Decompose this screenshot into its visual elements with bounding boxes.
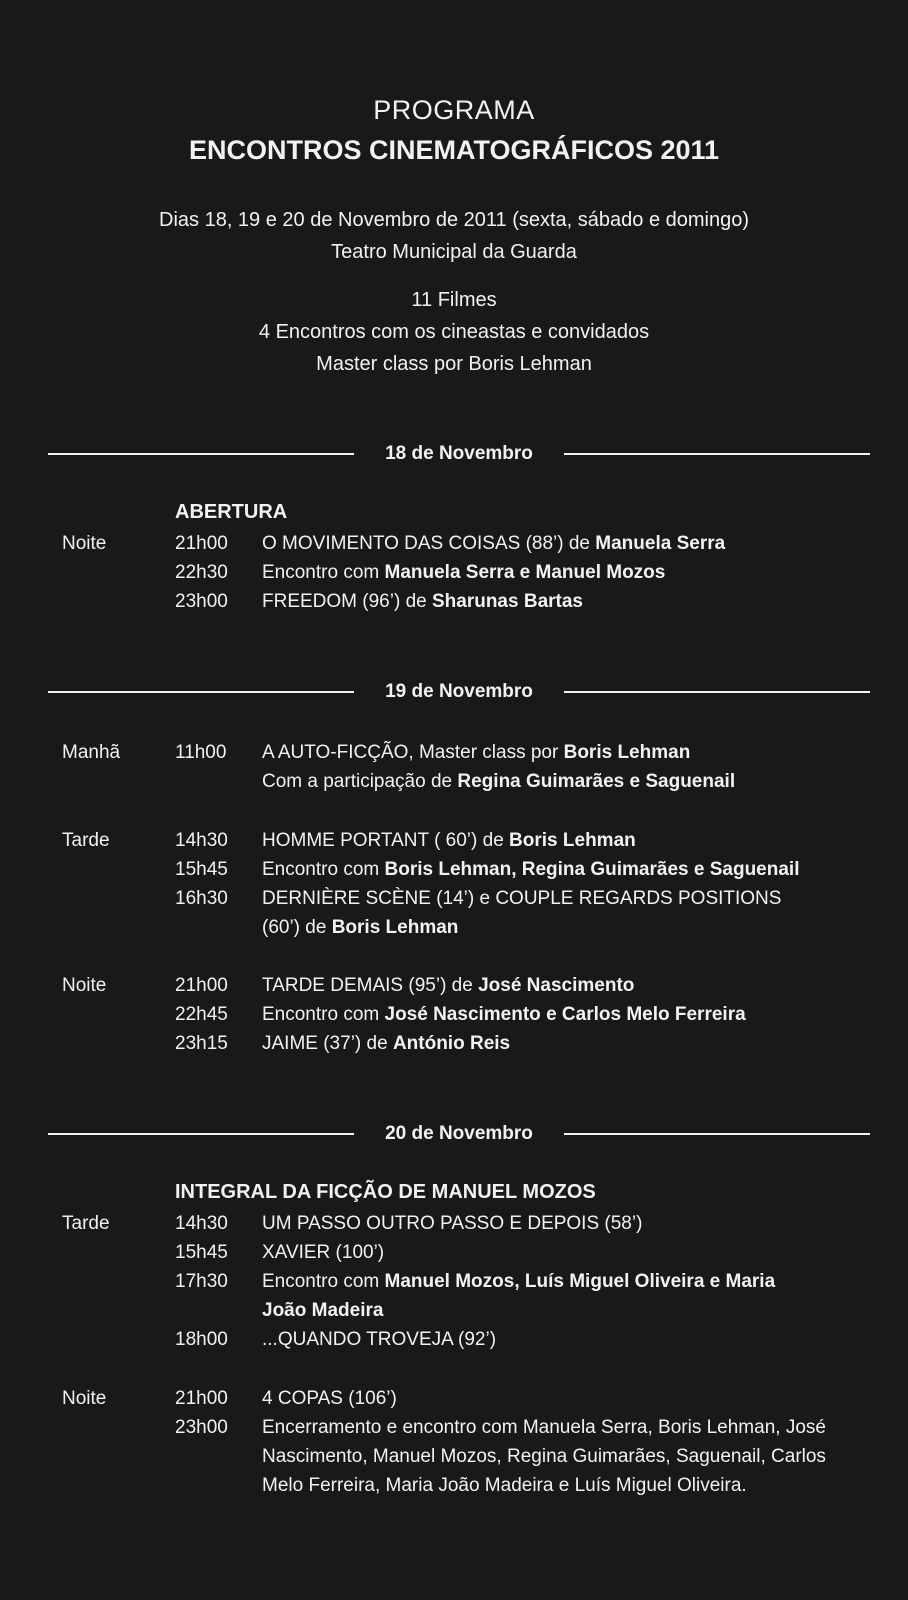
day-divider-18 xyxy=(48,442,870,466)
program-label: PROGRAMA xyxy=(373,95,535,125)
time: 23h15 xyxy=(175,1033,228,1054)
event-desc: O MOVIMENTO DAS COISAS (88’) de Manuela Serra xyxy=(262,533,726,554)
time: 15h45 xyxy=(175,859,228,880)
event-desc: FREEDOM (96’) de Sharunas Bartas xyxy=(262,591,583,612)
event-desc: Encontro com Manuela Serra e Manuel Mozos xyxy=(262,562,666,583)
period-label: Noite xyxy=(62,533,107,554)
event-desc: HOMME PORTANT ( 60’) de Boris Lehman xyxy=(262,830,636,851)
schedule-row xyxy=(0,884,908,913)
event-info xyxy=(0,204,908,268)
day3-afternoon xyxy=(0,1209,908,1354)
event-desc: Encontro com Boris Lehman, Regina Guimarães e Saguenail xyxy=(262,859,800,880)
event-desc: Melo Ferreira, Maria João Madeira e Luís Miguel Oliveira. xyxy=(262,1475,747,1496)
schedule-row xyxy=(0,1296,908,1325)
time: 21h00 xyxy=(175,533,228,554)
period-label: Tarde xyxy=(62,830,110,851)
schedule-row xyxy=(0,767,908,796)
event-desc: Encontro com José Nascimento e Carlos Melo Ferreira xyxy=(262,1004,746,1025)
event-desc: (60’) de Boris Lehman xyxy=(262,917,459,938)
event-desc: XAVIER (100’) xyxy=(262,1242,385,1263)
day1-schedule xyxy=(0,529,908,616)
divider-line xyxy=(564,1133,870,1135)
schedule-row xyxy=(0,1413,908,1442)
schedule-row xyxy=(0,1000,908,1029)
time: 23h00 xyxy=(175,591,228,612)
section-title-integral: INTEGRAL DA FICÇÃO DE MANUEL MOZOS xyxy=(175,1181,596,1203)
time: 11h00 xyxy=(175,742,227,763)
event-desc: Nascimento, Manuel Mozos, Regina Guimarães, Saguenail, Carlos xyxy=(262,1446,826,1467)
day-divider-19 xyxy=(48,680,870,704)
schedule-row xyxy=(0,913,908,942)
day3-night xyxy=(0,1384,908,1500)
time: 14h30 xyxy=(175,1213,228,1234)
event-desc: JAIME (37’) de António Reis xyxy=(262,1033,511,1054)
schedule-row xyxy=(0,587,908,616)
time: 17h30 xyxy=(175,1271,228,1292)
event-desc: Encontro com Manuel Mozos, Luís Miguel Oliveira e Maria xyxy=(262,1271,776,1292)
masterclass-info: Master class por Boris Lehman xyxy=(316,353,592,375)
time: 21h00 xyxy=(175,975,228,996)
time: 22h45 xyxy=(175,1004,228,1025)
period-label: Noite xyxy=(62,1388,107,1409)
day-divider-20 xyxy=(48,1122,870,1146)
day-label: 20 de Novembro xyxy=(385,1123,533,1144)
event-desc: João Madeira xyxy=(262,1300,384,1321)
schedule-row xyxy=(0,1029,908,1058)
schedule-row xyxy=(0,1267,908,1296)
event-desc: Encerramento e encontro com Manuela Serra, Boris Lehman, José xyxy=(262,1417,826,1438)
period-label: Tarde xyxy=(62,1213,110,1234)
event-desc: A AUTO-FICÇÃO, Master class por Boris Lehman xyxy=(262,742,691,763)
period-label: Noite xyxy=(62,975,107,996)
schedule-row xyxy=(0,738,908,767)
time: 14h30 xyxy=(175,830,228,851)
time: 22h30 xyxy=(175,562,228,583)
event-desc: 4 COPAS (106’) xyxy=(262,1388,397,1409)
schedule-row xyxy=(0,1209,908,1238)
time: 15h45 xyxy=(175,1242,228,1263)
event-desc: TARDE DEMAIS (95’) de José Nascimento xyxy=(262,975,635,996)
event-desc: DERNIÈRE SCÈNE (14’) e COUPLE REGARDS POSITIONS xyxy=(262,888,782,909)
page-title: ENCONTROS CINEMATOGRÁFICOS 2011 xyxy=(188,135,720,165)
schedule-row xyxy=(0,855,908,884)
divider-line xyxy=(564,691,870,693)
schedule-row xyxy=(0,1238,908,1267)
time: 23h00 xyxy=(175,1417,228,1438)
event-desc: Com a participação de Regina Guimarães e Saguenail xyxy=(262,771,736,792)
schedule-row xyxy=(0,1325,908,1354)
films-count: 11 Filmes xyxy=(411,289,497,311)
schedule-row xyxy=(0,1442,908,1471)
schedule-row xyxy=(0,971,908,1000)
time: 21h00 xyxy=(175,1388,228,1409)
day-label: 18 de Novembro xyxy=(385,443,533,464)
event-dates: Dias 18, 19 e 20 de Novembro de 2011 (sexta, sábado e domingo) xyxy=(159,209,749,231)
period-label: Manhã xyxy=(62,742,121,763)
time: 18h00 xyxy=(175,1329,228,1350)
event-desc: ...QUANDO TROVEJA (92’) xyxy=(262,1329,497,1350)
event-desc: UM PASSO OUTRO PASSO E DEPOIS (58’) xyxy=(262,1213,643,1234)
schedule-row xyxy=(0,529,908,558)
schedule-row xyxy=(0,1471,908,1500)
event-highlights xyxy=(0,284,908,380)
day2-night xyxy=(0,971,908,1058)
meetings-count: 4 Encontros com os cineastas e convidados xyxy=(258,321,650,343)
day2-morning xyxy=(0,738,908,796)
event-venue: Teatro Municipal da Guarda xyxy=(331,241,577,263)
section-title-abertura: ABERTURA xyxy=(175,501,288,523)
schedule-row xyxy=(0,1384,908,1413)
day-label: 19 de Novembro xyxy=(385,681,533,702)
divider-line xyxy=(564,453,870,455)
day2-afternoon xyxy=(0,826,908,942)
schedule-row xyxy=(0,826,908,855)
schedule-row xyxy=(0,558,908,587)
time: 16h30 xyxy=(175,888,228,909)
